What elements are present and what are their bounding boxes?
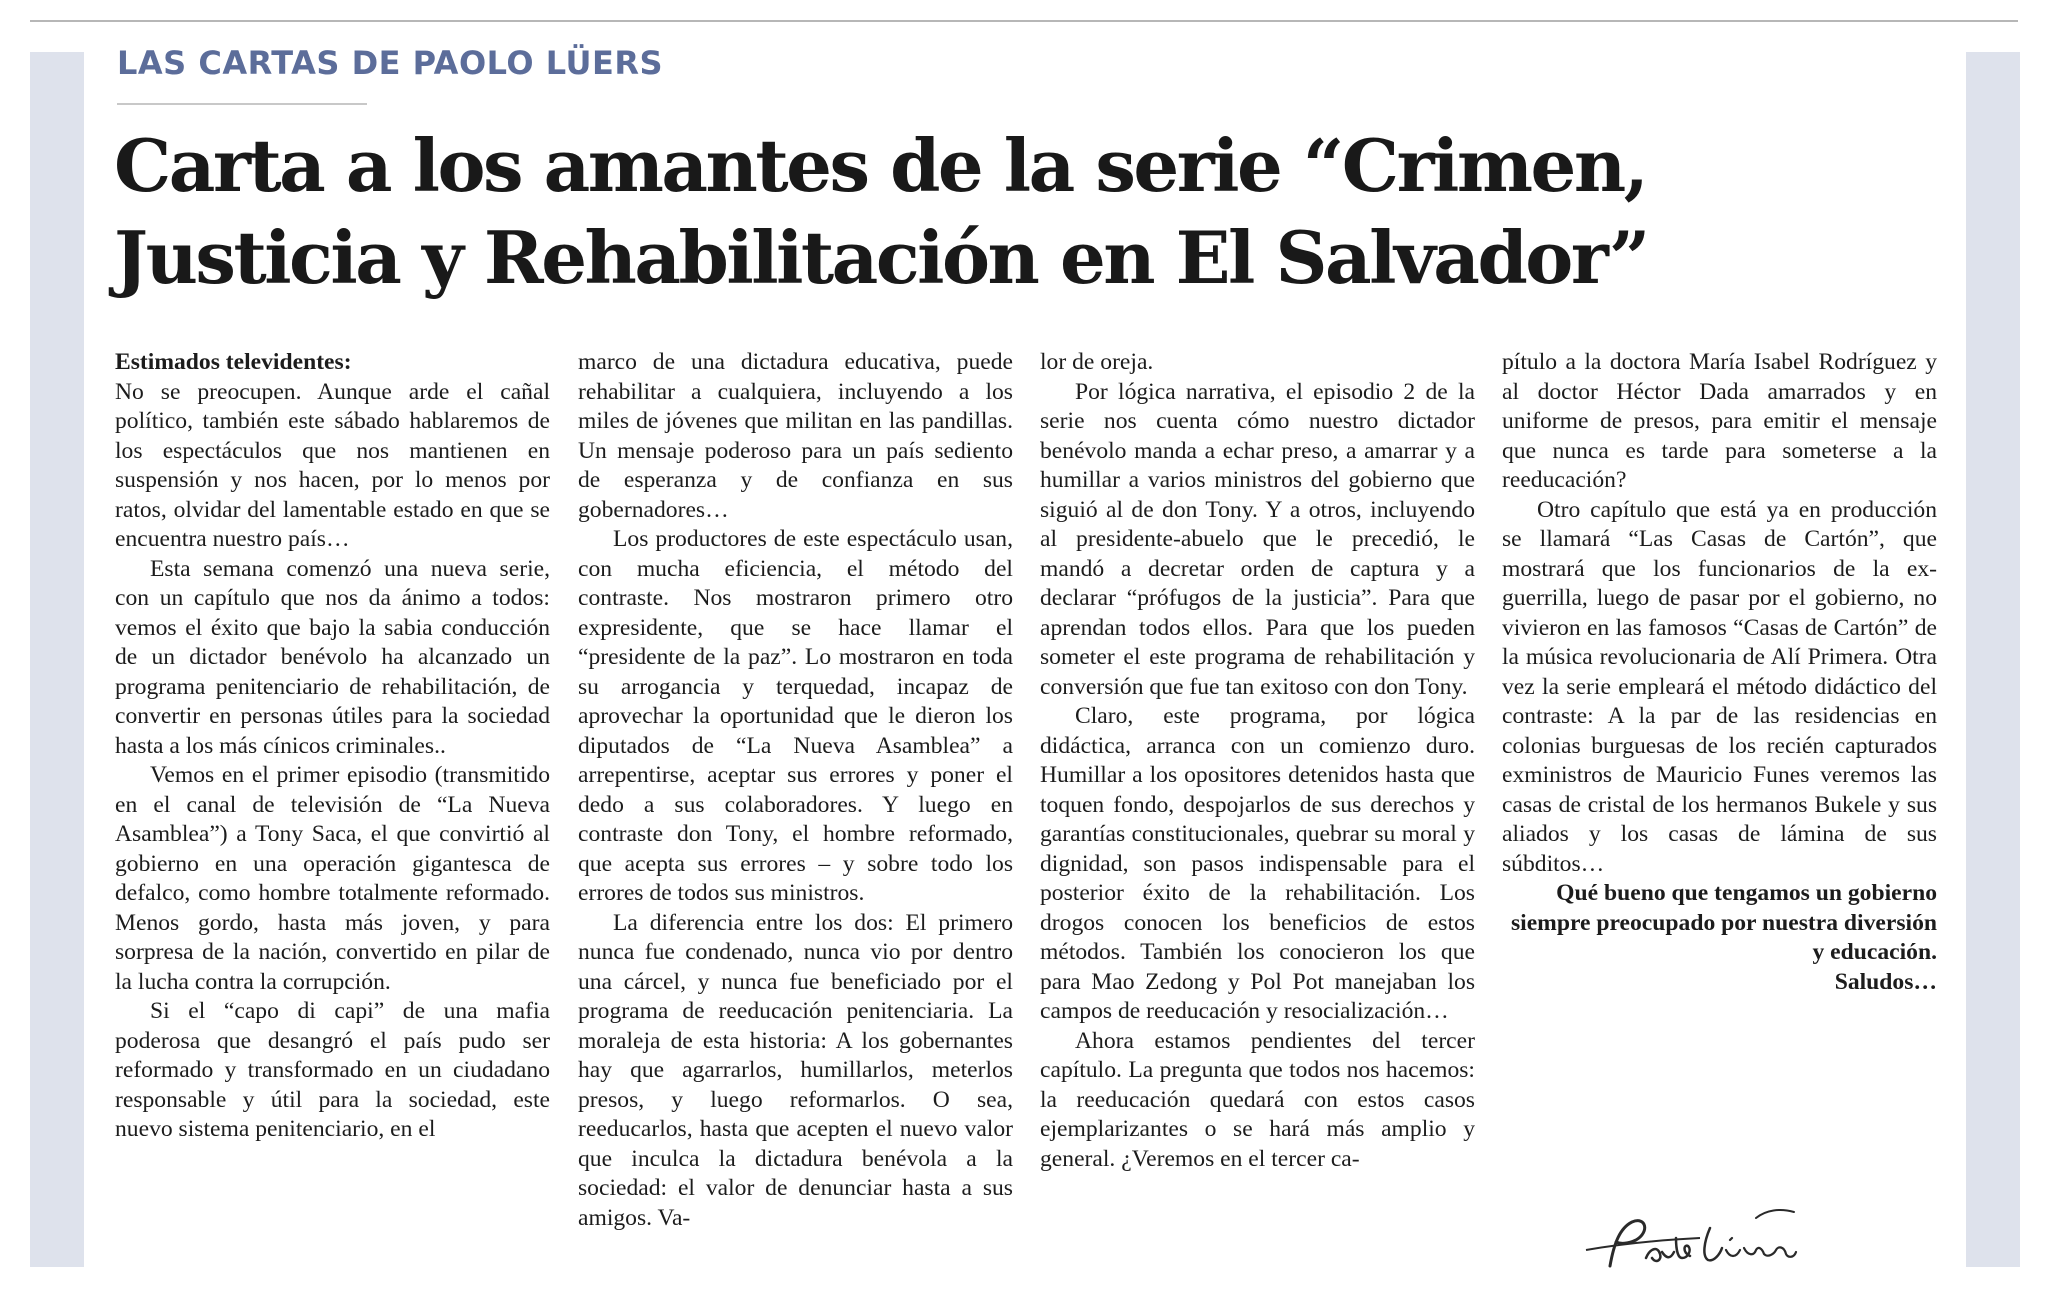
- paragraph: La diferencia entre los dos: El primero nunca fue condenado, nunca vio por dentro una cárcel, y nunca fue beneficiado por el programa de reeducación penitenciaria. La moraleja de esta historia: A los gobernantes hay que agarrarlos, humillarlos, meterlos presos, y luego reformarlos. O sea, reeducarlos, hasta que acepten el nuevo valor que inculca la dictadura benévola a la sociedad: el valor de denunciar hasta a sus amigos. Va-: [578, 909, 1013, 1231]
- article-column-1: [115, 348, 550, 1145]
- paragraph: marco de una dictadura educativa, puede rehabilitar a cualquiera, incluyendo a los miles de jóvenes que militan en las pandillas. Un mensaje poderoso para un país sediento de esperanza y de confianza en sus gobernadores…: [578, 349, 1013, 523]
- paragraph: Otro capítulo que está ya en producción se llamará “Las Casas de Cartón”, que mostrará que los funcionarios de la ex-guerrilla, luego de pasar por el gobierno, no vivieron en las famosos “Casas de Cartón” de la música revolucionaria de Alí Primera. Otra vez la serie empleará el método didáctico del contraste: A la par de las residencias en colonias burguesas de los recién capturados exministros de Mauricio Funes veremos las casas de cristal de los hermanos Bukele y sus aliados y los casas de lámina de sus súbditos…: [1502, 496, 1937, 877]
- left-margin-bar: [30, 52, 84, 1267]
- article-column-2: [578, 348, 1013, 1233]
- article-column-3: [1040, 348, 1475, 1174]
- paragraph: lor de oreja.: [1040, 349, 1154, 375]
- salutation: Estimados televidentes:: [115, 349, 352, 375]
- right-margin-bar: [1966, 52, 2020, 1267]
- paragraph: Ahora estamos pendientes del tercer capítulo. La pregunta que todos nos hacemos: la reeducación quedará con estos casos ejemplarizantes o se hará más amplio y general. ¿Veremos en el tercer ca-: [1040, 1027, 1475, 1172]
- section-label-rule: [117, 103, 367, 105]
- paragraph: Esta semana comenzó una nueva serie, con un capítulo que nos da ánimo a todos: vemos el éxito que bajo la sabia conducción de un dictador benévolo ha alcanzado un programa penitenciario de rehabilitación, de convertir en personas útiles para la sociedad hasta a los más cínicos criminales..: [115, 555, 550, 759]
- paragraph: Los productores de este espectáculo usan, con mucha eficiencia, el método del contraste. Nos mostraron primero otro expresidente, que se hace llamar el “presidente de la paz”. Lo mostraron en toda su arrogancia y terquedad, incapaz de aprovechar la oportunidad que le dieron los diputados de “La Nueva Asamblea” a arrepentirse, aceptar sus errores y poner el dedo a sus colaboradores. Y luego en contraste don Tony, el hombre reformado, que acepta sus errores – y sobre todo los errores de todos sus ministros.: [578, 526, 1013, 906]
- paragraph: pítulo a la doctora María Isabel Rodríguez y al doctor Héctor Dada amarrados y en uniforme de presos, para emitir el mensaje que nunca es tarde para someterse a la reeducación?: [1502, 349, 1937, 493]
- closing-remark: Qué bueno que tengamos un gobierno siempre preocupado por nuestra diversión y educación.: [1510, 880, 1937, 965]
- paragraph: Vemos en el primer episodio (transmitido en el canal de televisión de “La Nueva Asamblea”) a Tony Saca, el que convirtió al gobierno en una operación gigantesca de defalco, como hombre totalmente reformado. Menos gordo, hasta más joven, y para sorpresa de la nación, convertido en pilar de la lucha contra la corrupción.: [115, 762, 550, 995]
- paragraph: Claro, este programa, por lógica didáctica, arranca con un comienzo duro. Humillar a los opositores detenidos hasta que toquen fondo, despojarlos de sus derechos y garantías constitucionales, quebrar su moral y dignidad, son pasos indispensable para el posterior éxito de la rehabilitación. Los drogos conocen los beneficios de estos métodos. También los conocieron los que para Mao Zedong y Pol Pot manejaban los campos de reeducación y resocialización…: [1040, 703, 1475, 1024]
- top-rule: [30, 20, 2018, 22]
- section-label: LAS CARTAS DE PAOLO LÜERS: [117, 44, 664, 82]
- sign-off: Saludos…: [1834, 968, 1937, 995]
- paragraph: Por lógica narrativa, el episodio 2 de la serie nos cuenta cómo nuestro dictador benévolo manda a echar preso, a amarrar y a humillar a varios ministros del gobierno que siguió al de don Tony. Y a otros, incluyendo al presidente-abuelo que le precedió, le mandó a decretar orden de captura y a declarar “prófugos de la justicia”. Para que aprendan todos ellos. Para que los pueden someter el este programa de rehabilitación y conversión que fue tan exitoso con don Tony.: [1040, 378, 1475, 700]
- paragraph: Si el “capo di capi” de una mafia poderosa que desangró el país pudo ser reformado y transformado en un ciudadano responsable y útil para la sociedad, este nuevo sistema penitenciario, en el: [115, 998, 550, 1142]
- headline: Carta a los amantes de la serie “Crimen, Justicia y Rehabilitación en El Salvador”: [114, 123, 1648, 300]
- handwritten-signature: [1580, 1188, 1820, 1288]
- article-column-4: [1502, 348, 1937, 997]
- paragraph: No se preocupen. Aunque arde el cañal político, también este sábado hablaremos de los espectáculos que nos mantienen en suspensión y nos hacen, por lo menos por ratos, olvidar del lamentable estado en que se encuentra nuestro país…: [115, 378, 550, 552]
